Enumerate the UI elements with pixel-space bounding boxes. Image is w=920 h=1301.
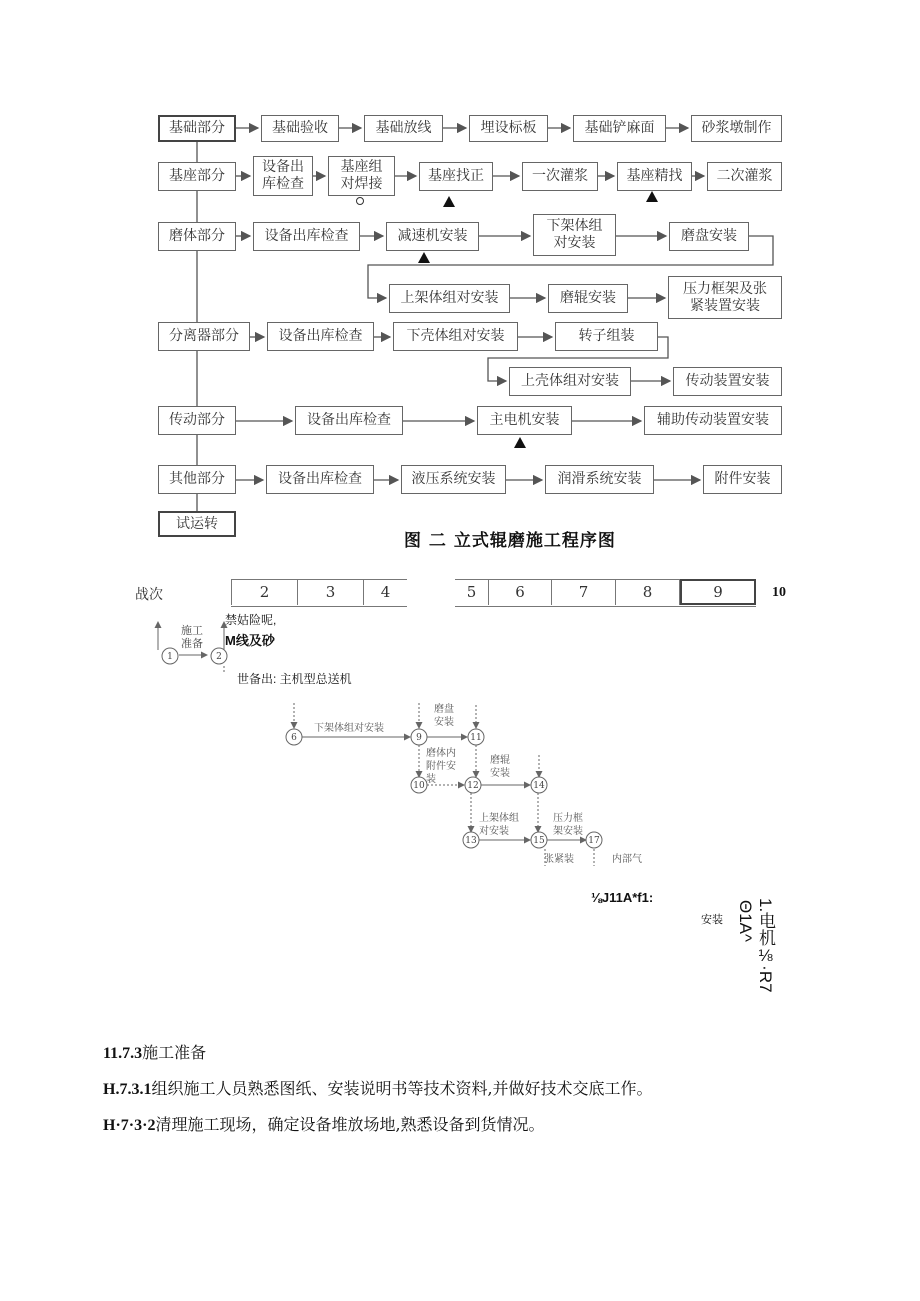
network-node: 2 bbox=[216, 652, 222, 662]
flow-node-lower-shell: 下壳体组对安装 bbox=[393, 322, 518, 351]
flow-node-mortar-pier: 砂浆墩制作 bbox=[691, 115, 782, 142]
edge-label-internal-parts: 磨体内 附件安 装 bbox=[426, 748, 456, 785]
section-heading: 11.7.3施工准备 bbox=[103, 1043, 207, 1062]
timeline-cell: 2 bbox=[231, 579, 298, 605]
flow-node-base-welding: 基座组 对焊接 bbox=[328, 156, 395, 196]
timeline-cell: 8 bbox=[616, 579, 680, 605]
edge-label-pressure: 压力框 架安装 bbox=[553, 813, 583, 837]
edge-label-preparation: 施工 准备 bbox=[181, 624, 203, 650]
flow-node-hydraulic: 液压系统安装 bbox=[401, 465, 506, 494]
flow-node-grinding-body: 磨体部分 bbox=[158, 222, 236, 251]
flow-node-others: 其他部分 bbox=[158, 465, 236, 494]
flow-node-foundation-layout: 基础放线 bbox=[364, 115, 443, 142]
timeline-cell: 6 bbox=[488, 579, 552, 605]
edge-label-roller: 磨辊 安装 bbox=[490, 755, 510, 779]
network-node: 15 bbox=[533, 836, 545, 846]
flow-node-lubrication: 润滑系统安装 bbox=[545, 465, 654, 494]
network-node: 14 bbox=[533, 781, 545, 791]
flow-node-drive-device: 传动装置安装 bbox=[673, 367, 782, 396]
timeline-cell: 5 bbox=[466, 583, 477, 601]
network-node: 11 bbox=[470, 733, 482, 743]
figure-caption: 图 二 立式辊磨施工程序图 bbox=[404, 531, 616, 551]
network-node: 1 bbox=[167, 652, 173, 662]
network-node: 10 bbox=[413, 781, 425, 791]
flow-node-foundation-acceptance: 基础验收 bbox=[261, 115, 339, 142]
paragraph: H.7.3.1组织施工人员熟悉图纸、安装说明书等技术资料,并做好技术交底工作。 bbox=[103, 1079, 653, 1098]
timeline-cell: 7 bbox=[552, 579, 616, 605]
edge-label-lower-frame: 下架体组对安装 bbox=[314, 723, 384, 734]
flow-node-trial-run: 试运转 bbox=[158, 511, 236, 537]
edge-label-tension: 张紧装 bbox=[544, 854, 574, 865]
network-install-text: 安装 bbox=[701, 914, 723, 926]
flow-node-others-inspection: 设备出库检查 bbox=[266, 465, 374, 494]
paragraph: H·7·3·2清理施工现场，确定设备堆放场地,熟悉设备到货情况。 bbox=[103, 1115, 545, 1134]
flow-node-chip-surface: 基础铲麻面 bbox=[573, 115, 666, 142]
flow-node-base: 基座部分 bbox=[158, 162, 236, 191]
flow-node-upper-shell: 上壳体组对安装 bbox=[509, 367, 631, 396]
network-node: 9 bbox=[416, 733, 422, 743]
network-vertical-text: 1.电机⅛·R7 bbox=[756, 898, 775, 993]
network-side-text: 禁姑险呢, bbox=[225, 613, 277, 627]
flow-node-base-alignment: 基座找正 bbox=[419, 162, 493, 191]
flow-node-reducer-install: 减速机安装 bbox=[386, 222, 479, 251]
flow-node-base-fine-alignment: 基座精找 bbox=[617, 162, 692, 191]
flow-node-main-motor: 主电机安装 bbox=[477, 406, 572, 435]
flow-node-marker-plates: 埋设标板 bbox=[469, 115, 548, 142]
flow-node-first-grouting: 一次灌浆 bbox=[522, 162, 598, 191]
flow-node-second-grouting: 二次灌浆 bbox=[707, 162, 782, 191]
flow-node-drive-inspection: 设备出库检查 bbox=[295, 406, 403, 435]
network-node: 13 bbox=[465, 836, 477, 846]
network-node: 17 bbox=[588, 836, 600, 846]
edge-label-disc: 磨盘 安装 bbox=[434, 704, 454, 728]
network-vertical-text: Θ1A^ bbox=[736, 900, 755, 942]
network-side-text: M线及砂 bbox=[225, 633, 275, 648]
flow-node-pressure-frame: 压力框架及张 紧装置安装 bbox=[668, 276, 782, 319]
network-node: 12 bbox=[467, 781, 479, 791]
timeline-last: 10 bbox=[772, 585, 786, 600]
edge-label-internal: 内部气 bbox=[612, 854, 642, 865]
timeline-label: 战次 bbox=[135, 586, 163, 602]
flow-node-rotor-assembly: 转子组装 bbox=[555, 322, 658, 351]
flow-node-mill-inspection: 设备出库检查 bbox=[253, 222, 360, 251]
flow-node-disc-install: 磨盘安装 bbox=[669, 222, 749, 251]
flow-node-separator: 分离器部分 bbox=[158, 322, 250, 351]
network-note: ⅛J11A*f1: bbox=[591, 890, 654, 905]
network-node: 6 bbox=[291, 733, 297, 743]
flow-node-separator-inspection: 设备出库检查 bbox=[267, 322, 374, 351]
flow-node-drive-section: 传动部分 bbox=[158, 406, 236, 435]
flow-node-roller-install: 磨辊安装 bbox=[548, 284, 628, 313]
flow-node-lower-frame: 下架体组 对安装 bbox=[533, 214, 616, 256]
timeline-cell-highlight: 9 bbox=[680, 579, 756, 605]
timeline-cell: 3 bbox=[298, 579, 364, 605]
flow-node-foundation: 基础部分 bbox=[158, 115, 236, 142]
edge-label-upper-frame: 上架体组 对安装 bbox=[479, 813, 519, 837]
network-subtitle: 世备出: 主机型总送机 bbox=[237, 672, 352, 686]
flow-node-accessories: 附件安装 bbox=[703, 465, 782, 494]
flow-node-base-inspection: 设备出 库检查 bbox=[253, 156, 313, 196]
timeline-cell: 4 bbox=[380, 583, 391, 601]
flow-node-upper-frame: 上架体组对安装 bbox=[389, 284, 510, 313]
flow-node-aux-drive: 辅助传动装置安装 bbox=[644, 406, 782, 435]
